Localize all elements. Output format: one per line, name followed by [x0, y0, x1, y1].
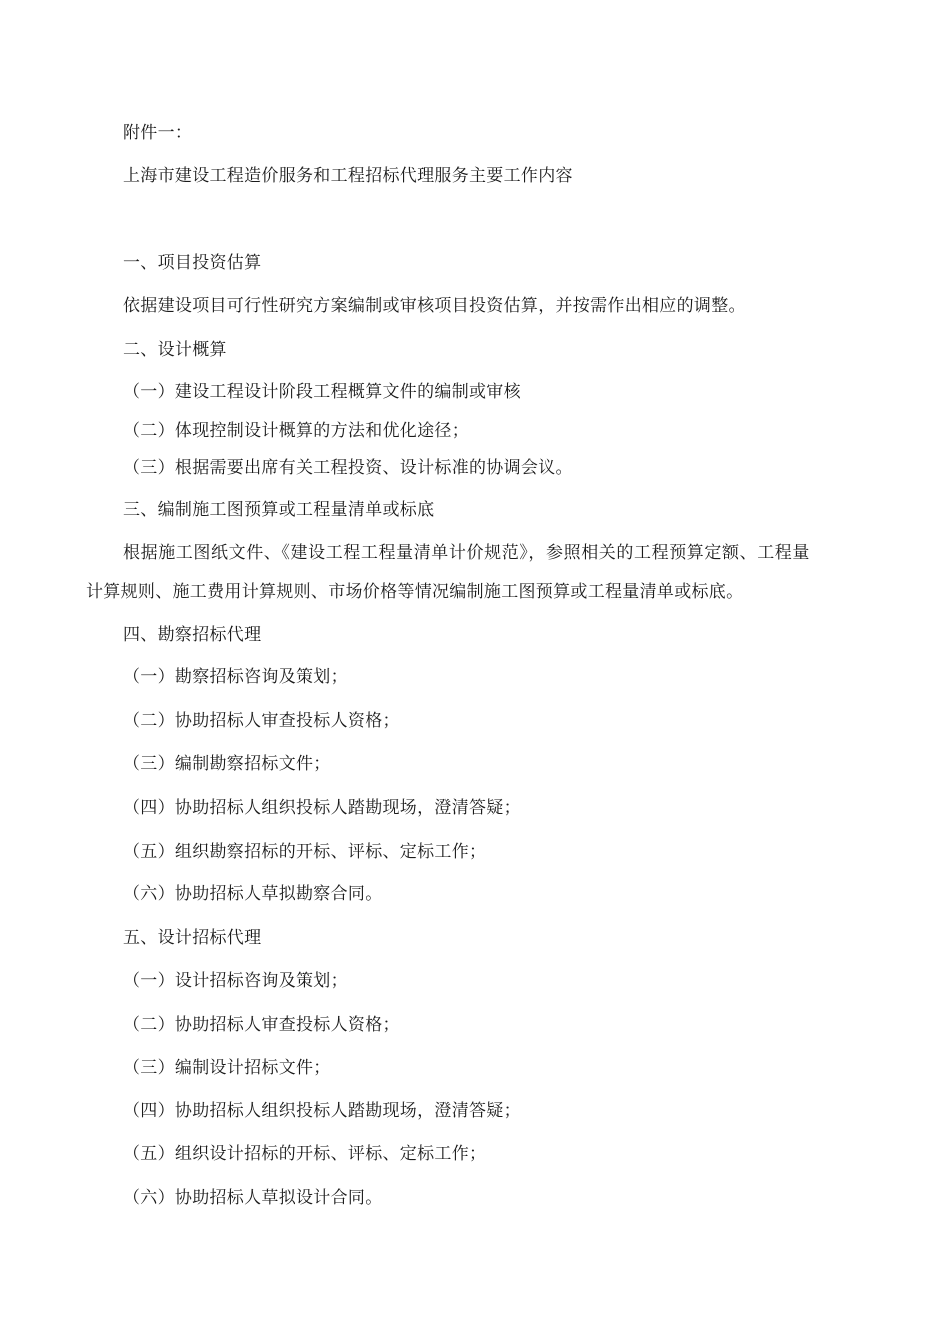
section-body-3-line-1: 根据施工图纸文件、《建设工程工程量清单计价规范》，参照相关的工程预算定额、工程量: [123, 543, 810, 563]
section-heading-3: 三、编制施工图预算或工程量清单或标底: [123, 500, 435, 520]
list-item: （二）协助招标人审查投标人资格；: [123, 711, 400, 731]
list-item: （四）协助招标人组织投标人踏勘现场，澄清答疑；: [123, 798, 521, 818]
list-item: （二）体现控制设计概算的方法和优化途径；: [123, 421, 469, 441]
list-item: （三）编制设计招标文件；: [123, 1058, 331, 1078]
list-item: （二）协助招标人审查投标人资格；: [123, 1015, 400, 1035]
section-heading-2: 二、设计概算: [123, 340, 227, 360]
list-item: （六）协助招标人草拟勘察合同。: [123, 884, 383, 904]
list-item: （一）勘察招标咨询及策划；: [123, 667, 348, 687]
attachment-label: 附件一：: [123, 123, 193, 143]
list-item: （一）设计招标咨询及策划；: [123, 971, 348, 991]
section-heading-5: 五、设计招标代理: [123, 928, 262, 948]
list-item: （四）协助招标人组织投标人踏勘现场，澄清答疑；: [123, 1101, 521, 1121]
list-item: （六）协助招标人草拟设计合同。: [123, 1188, 383, 1208]
section-body-3-line-2: 计算规则、施工费用计算规则、市场价格等情况编制施工图预算或工程量清单或标底。: [86, 582, 744, 602]
section-heading-1: 一、项目投资估算: [123, 253, 262, 273]
list-item: （五）组织设计招标的开标、评标、定标工作；: [123, 1144, 487, 1164]
section-heading-4: 四、勘察招标代理: [123, 625, 262, 645]
list-item: （三）根据需要出席有关工程投资、设计标准的协调会议。: [123, 458, 573, 478]
document-title: 上海市建设工程造价服务和工程招标代理服务主要工作内容: [123, 166, 573, 186]
list-item: （一）建设工程设计阶段工程概算文件的编制或审核: [123, 382, 521, 402]
list-item: （五）组织勘察招标的开标、评标、定标工作；: [123, 842, 487, 862]
section-body-1: 依据建设项目可行性研究方案编制或审核项目投资估算，并按需作出相应的调整。: [123, 296, 746, 316]
list-item: （三）编制勘察招标文件；: [123, 754, 331, 774]
